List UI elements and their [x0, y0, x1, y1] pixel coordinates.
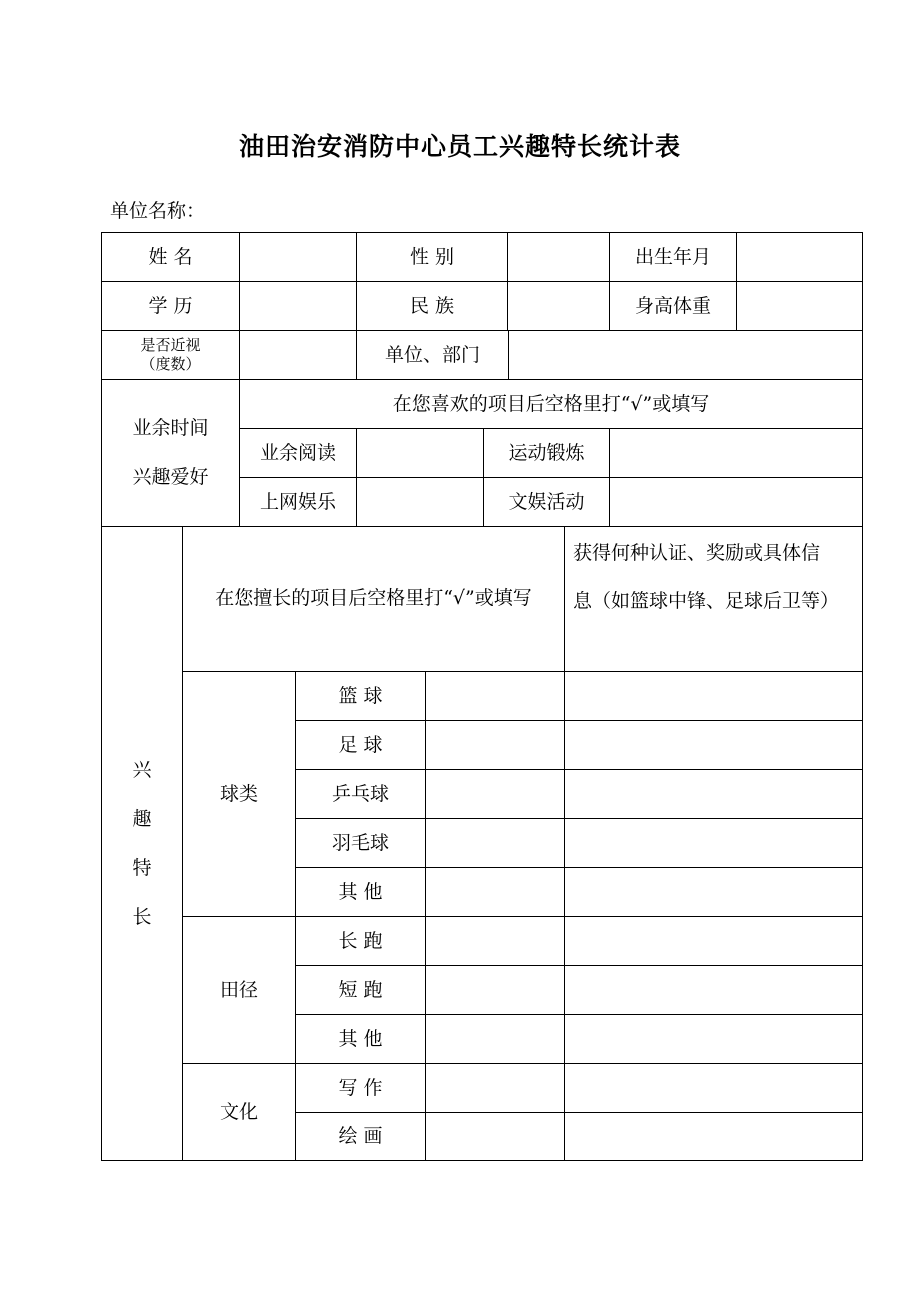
- internet-label: 上网娱乐: [239, 477, 357, 527]
- item-writing-label: 写 作: [295, 1063, 426, 1113]
- exercise-label: 运动锻炼: [483, 428, 610, 478]
- myopia-label-line1: 是否近视: [140, 335, 201, 354]
- gender-field[interactable]: [507, 232, 610, 282]
- myopia-field[interactable]: [239, 330, 357, 380]
- exercise-field[interactable]: [609, 428, 863, 478]
- item-football-label: 足 球: [295, 720, 426, 770]
- item-track-other-check[interactable]: [425, 1014, 565, 1064]
- item-badminton-label: 羽毛球: [295, 818, 426, 868]
- specialty-char: 长: [132, 905, 152, 928]
- education-field[interactable]: [239, 281, 357, 331]
- item-badminton-detail[interactable]: [564, 818, 863, 868]
- item-sprint-label: 短 跑: [295, 965, 426, 1015]
- education-label: 学 历: [101, 281, 240, 331]
- specialty-char: 特: [132, 856, 152, 879]
- ethnicity-field[interactable]: [507, 281, 610, 331]
- leisure-section-line1: 业余时间: [132, 417, 209, 439]
- category-track-label: 田径: [182, 916, 296, 1064]
- item-sprint-check[interactable]: [425, 965, 565, 1015]
- interest-form-table: [101, 232, 863, 1161]
- item-basketball-check[interactable]: [425, 671, 565, 721]
- entertainment-field[interactable]: [609, 477, 863, 527]
- page-title: 油田治安消防中心员工兴趣特长统计表: [238, 132, 681, 161]
- item-long-run-detail[interactable]: [564, 916, 863, 966]
- specialty-instruction: 在您擅长的项目后空格里打“√”或填写: [182, 526, 565, 672]
- specialty-section-label: [101, 526, 183, 1161]
- unit-name-label: 单位名称：: [110, 200, 206, 222]
- item-football-check[interactable]: [425, 720, 565, 770]
- leisure-section-line2: 兴趣爱好: [132, 466, 209, 488]
- item-sprint-detail[interactable]: [564, 965, 863, 1015]
- internet-field[interactable]: [356, 477, 484, 527]
- item-ball-other-detail[interactable]: [564, 867, 863, 917]
- leisure-section-label: [101, 379, 240, 527]
- ethnicity-label: 民 族: [356, 281, 508, 331]
- myopia-label: [101, 330, 240, 380]
- leisure-instruction: 在您喜欢的项目后空格里打“√”或填写: [239, 379, 863, 429]
- dept-field[interactable]: [508, 330, 863, 380]
- item-track-other-label: 其 他: [295, 1014, 426, 1064]
- myopia-label-line2: （度数）: [140, 355, 201, 373]
- specialty-note-header: [564, 526, 863, 672]
- item-pingpong-check[interactable]: [425, 769, 565, 819]
- name-label: 姓 名: [101, 232, 240, 282]
- item-painting-detail[interactable]: [564, 1112, 863, 1161]
- leisure-reading-field[interactable]: [356, 428, 484, 478]
- item-badminton-check[interactable]: [425, 818, 565, 868]
- item-basketball-label: 篮 球: [295, 671, 426, 721]
- item-track-other-detail[interactable]: [564, 1014, 863, 1064]
- item-ball-other-check[interactable]: [425, 867, 565, 917]
- specialty-note-line2: 息（如篮球中锋、足球后卫等）: [573, 590, 840, 613]
- item-ball-other-label: 其 他: [295, 867, 426, 917]
- item-basketball-detail[interactable]: [564, 671, 863, 721]
- item-painting-label: 绘 画: [295, 1112, 426, 1161]
- item-writing-check[interactable]: [425, 1063, 565, 1113]
- height-weight-label: 身高体重: [609, 281, 737, 331]
- name-field[interactable]: [239, 232, 357, 282]
- item-painting-check[interactable]: [425, 1112, 565, 1161]
- item-long-run-check[interactable]: [425, 916, 565, 966]
- birth-field[interactable]: [736, 232, 863, 282]
- specialty-note-line1: 获得何种认证、奖励或具体信: [573, 542, 821, 564]
- gender-label: 性 别: [356, 232, 508, 282]
- item-long-run-label: 长 跑: [295, 916, 426, 966]
- birth-label: 出生年月: [609, 232, 737, 282]
- dept-label: 单位、部门: [356, 330, 509, 380]
- item-pingpong-detail[interactable]: [564, 769, 863, 819]
- category-culture-label: 文化: [182, 1063, 296, 1161]
- entertainment-label: 文娱活动: [483, 477, 610, 527]
- specialty-char: 趣: [132, 807, 152, 830]
- item-writing-detail[interactable]: [564, 1063, 863, 1113]
- leisure-reading-label: 业余阅读: [239, 428, 357, 478]
- item-football-detail[interactable]: [564, 720, 863, 770]
- item-pingpong-label: 乒乓球: [295, 769, 426, 819]
- category-ball-label: 球类: [182, 671, 296, 917]
- specialty-char: 兴: [132, 758, 152, 781]
- height-weight-field[interactable]: [736, 281, 863, 331]
